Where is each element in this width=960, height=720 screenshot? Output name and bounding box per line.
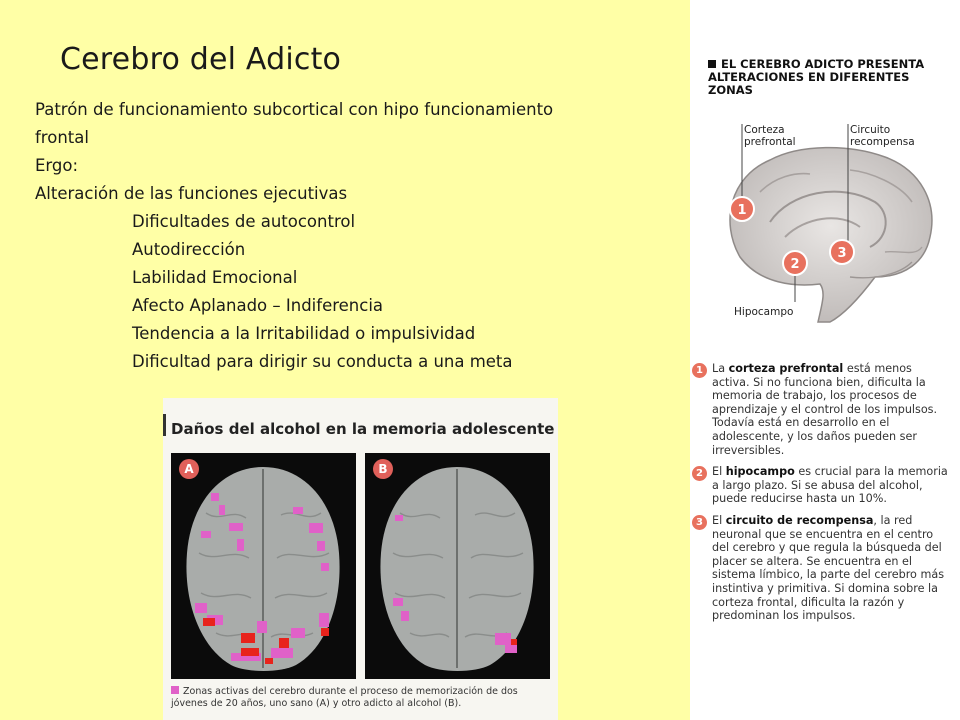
scan-a (171, 453, 356, 679)
mri-figure (163, 398, 558, 720)
marker-2-label: 2 (790, 257, 800, 272)
scan-a-image (171, 453, 356, 679)
sub-item: Dificultad para dirigir su conducta a una meta (132, 352, 513, 371)
legend-swatch (171, 686, 179, 694)
scan-b-image (365, 453, 550, 679)
brain-notes (692, 362, 952, 631)
body-line: Patrón de funcionamiento subcortical con hipo funcionamiento (35, 100, 554, 119)
figure-title: Daños del alcohol en la memoria adolescente (171, 420, 555, 438)
note-item: 2 El hipocampo es crucial para la memoria a largo plazo. Si se abusa del alcohol, puede reducirse hasta un 10%. (692, 465, 952, 506)
sub-item: Autodirección (132, 240, 246, 259)
brain-diagram (700, 52, 955, 332)
label-hipocampo: Hipocampo (734, 306, 794, 318)
sub-item: Labilidad Emocional (132, 268, 298, 287)
heading-square-icon (708, 60, 716, 68)
marker-3-label: 3 (837, 246, 847, 261)
slide-title: Cerebro del Adicto (60, 42, 342, 77)
note-number: 1 (692, 363, 707, 378)
label-circuito: Circuito recompensa (850, 124, 915, 148)
badge-b: B (373, 459, 393, 479)
note-number: 3 (692, 515, 707, 530)
scan-b (365, 453, 550, 679)
sub-item: Dificultades de autocontrol (132, 212, 356, 231)
body-line: frontal (35, 128, 89, 147)
brain-heading: EL CEREBRO ADICTO PRESENTA ALTERACIONES EN DIFERENTES ZONAS (708, 57, 925, 97)
slide-body (35, 96, 685, 376)
figure-caption: Zonas activas del cerebro durante el proceso de memorización de dos jóvenes de 20 años, uno sano (A) y otro adicto al alcohol (B). (171, 686, 518, 709)
body-line: Alteración de las funciones ejecutivas (35, 184, 348, 203)
sub-item: Tendencia a la Irritabilidad o impulsividad (132, 324, 476, 343)
body-line: Ergo: (35, 156, 79, 175)
note-item: 1 La corteza prefrontal está menos activa. Si no funciona bien, dificulta la memoria de trabajo, los procesos de aprendizaje y el control de los impulsos. Todavía está en desarrollo en el adolescente, y los daños pueden ser irreversibles. (692, 362, 952, 457)
note-number: 2 (692, 466, 707, 481)
label-corteza: Corteza prefrontal (744, 124, 796, 148)
sub-item: Afecto Aplanado – Indiferencia (132, 296, 384, 315)
marker-1-label: 1 (737, 203, 747, 218)
figure-rule (163, 414, 166, 436)
badge-a: A (179, 459, 199, 479)
note-item: 3 El circuito de recompensa, la red neuronal que se encuentra en el centro del cerebro y que regula la búsqueda del placer se altera. Se encuentra en el sistema límbico, la parte del cerebro más instintiva y primitiva. Si domina sobre la corteza frontal, dificulta la razón y predominan los impulsos. (692, 514, 952, 623)
